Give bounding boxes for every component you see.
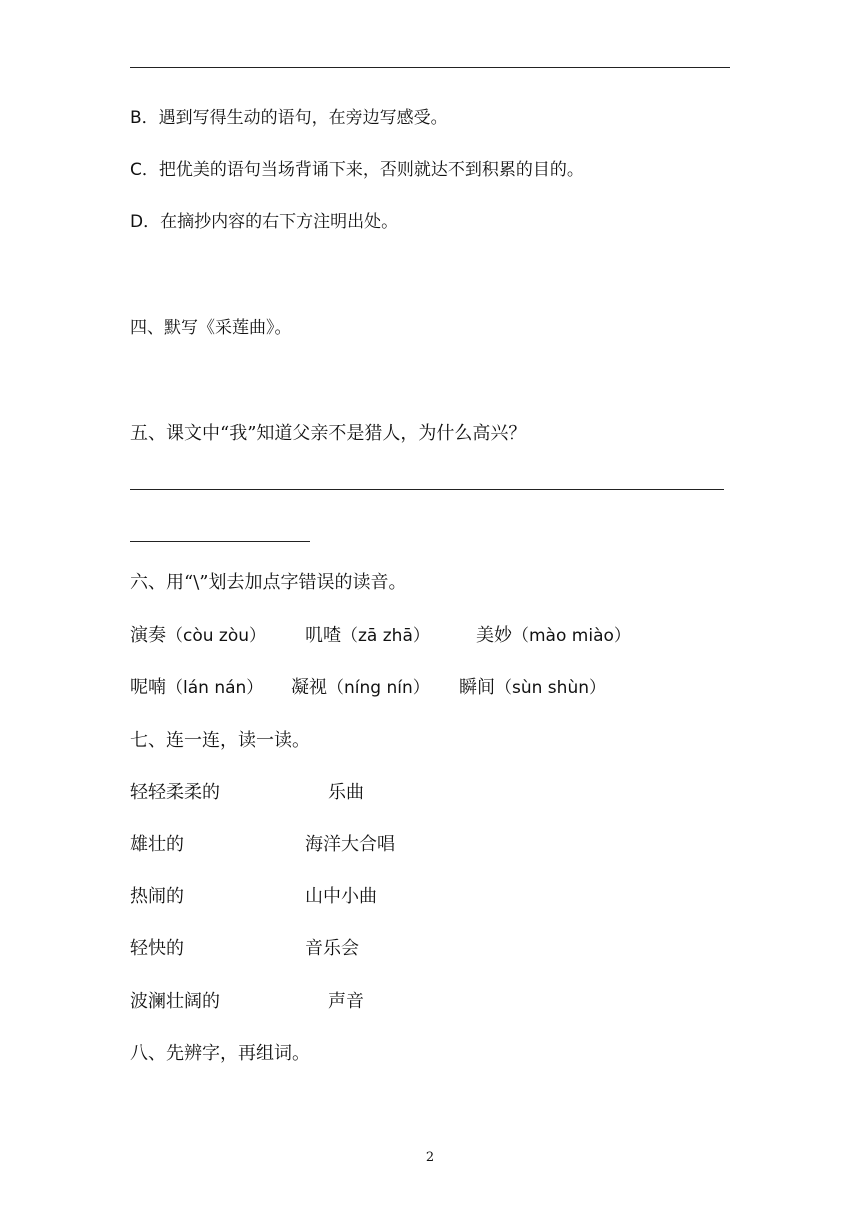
pinyin-word: 凝视 (291, 677, 327, 698)
question-7-title: 七、连一连，读一读。 (130, 730, 310, 751)
pinyin-options: （sùn shùn） (495, 678, 606, 698)
pinyin-options: （mào miào） (512, 626, 631, 646)
option-b: B．遇到写得生动的语句，在旁边写感受。 (130, 108, 448, 128)
match-right-item: 乐曲 (328, 782, 364, 803)
pinyin-word: 演奏 (130, 625, 166, 646)
pinyin-item (130, 676, 263, 700)
pinyin-word: 瞬间 (459, 677, 495, 698)
pinyin-item (305, 624, 430, 648)
pinyin-options: （zā zhā） (341, 626, 430, 646)
question-5-title: 五、课文中“我”知道父亲不是猎人，为什么高兴？ (130, 423, 527, 444)
question-6-title: 六、用“\”划去加点字错误的读音。 (130, 572, 407, 593)
pinyin-options: （lán nán） (166, 678, 264, 698)
pinyin-word: 叽喳 (305, 625, 341, 646)
match-left-item: 轻快的 (130, 938, 184, 959)
match-left-item: 热闹的 (130, 886, 184, 907)
pinyin-word: 美妙 (476, 625, 512, 646)
pinyin-options: （còu zòu） (166, 626, 267, 646)
match-right-item: 海洋大合唱 (305, 834, 395, 855)
option-c: C．把优美的语句当场背诵下来，否则就达不到积累的目的。 (130, 160, 584, 180)
page-number: 2 (425, 1150, 435, 1165)
question-4-title: 四、默写《采莲曲》。 (130, 318, 292, 338)
pinyin-item (459, 676, 606, 700)
match-left-item: 雄壮的 (130, 834, 184, 855)
option-d: D．在摘抄内容的右下方注明出处。 (130, 212, 399, 232)
match-right-item: 声音 (328, 991, 364, 1012)
pinyin-word: 呢喃 (130, 677, 166, 698)
answer-line (130, 541, 310, 542)
pinyin-options: （níng nín） (327, 678, 430, 698)
pinyin-item (130, 624, 266, 648)
match-right-item: 山中小曲 (305, 886, 377, 907)
answer-line (130, 489, 724, 490)
match-left-item: 波澜壮阔的 (130, 991, 220, 1012)
match-left-item: 轻轻柔柔的 (130, 782, 220, 803)
header-rule (130, 67, 730, 68)
pinyin-item (291, 676, 430, 700)
question-8-title: 八、先辨字，再组词。 (130, 1043, 310, 1064)
match-right-item: 音乐会 (305, 938, 359, 959)
pinyin-item (476, 624, 631, 648)
